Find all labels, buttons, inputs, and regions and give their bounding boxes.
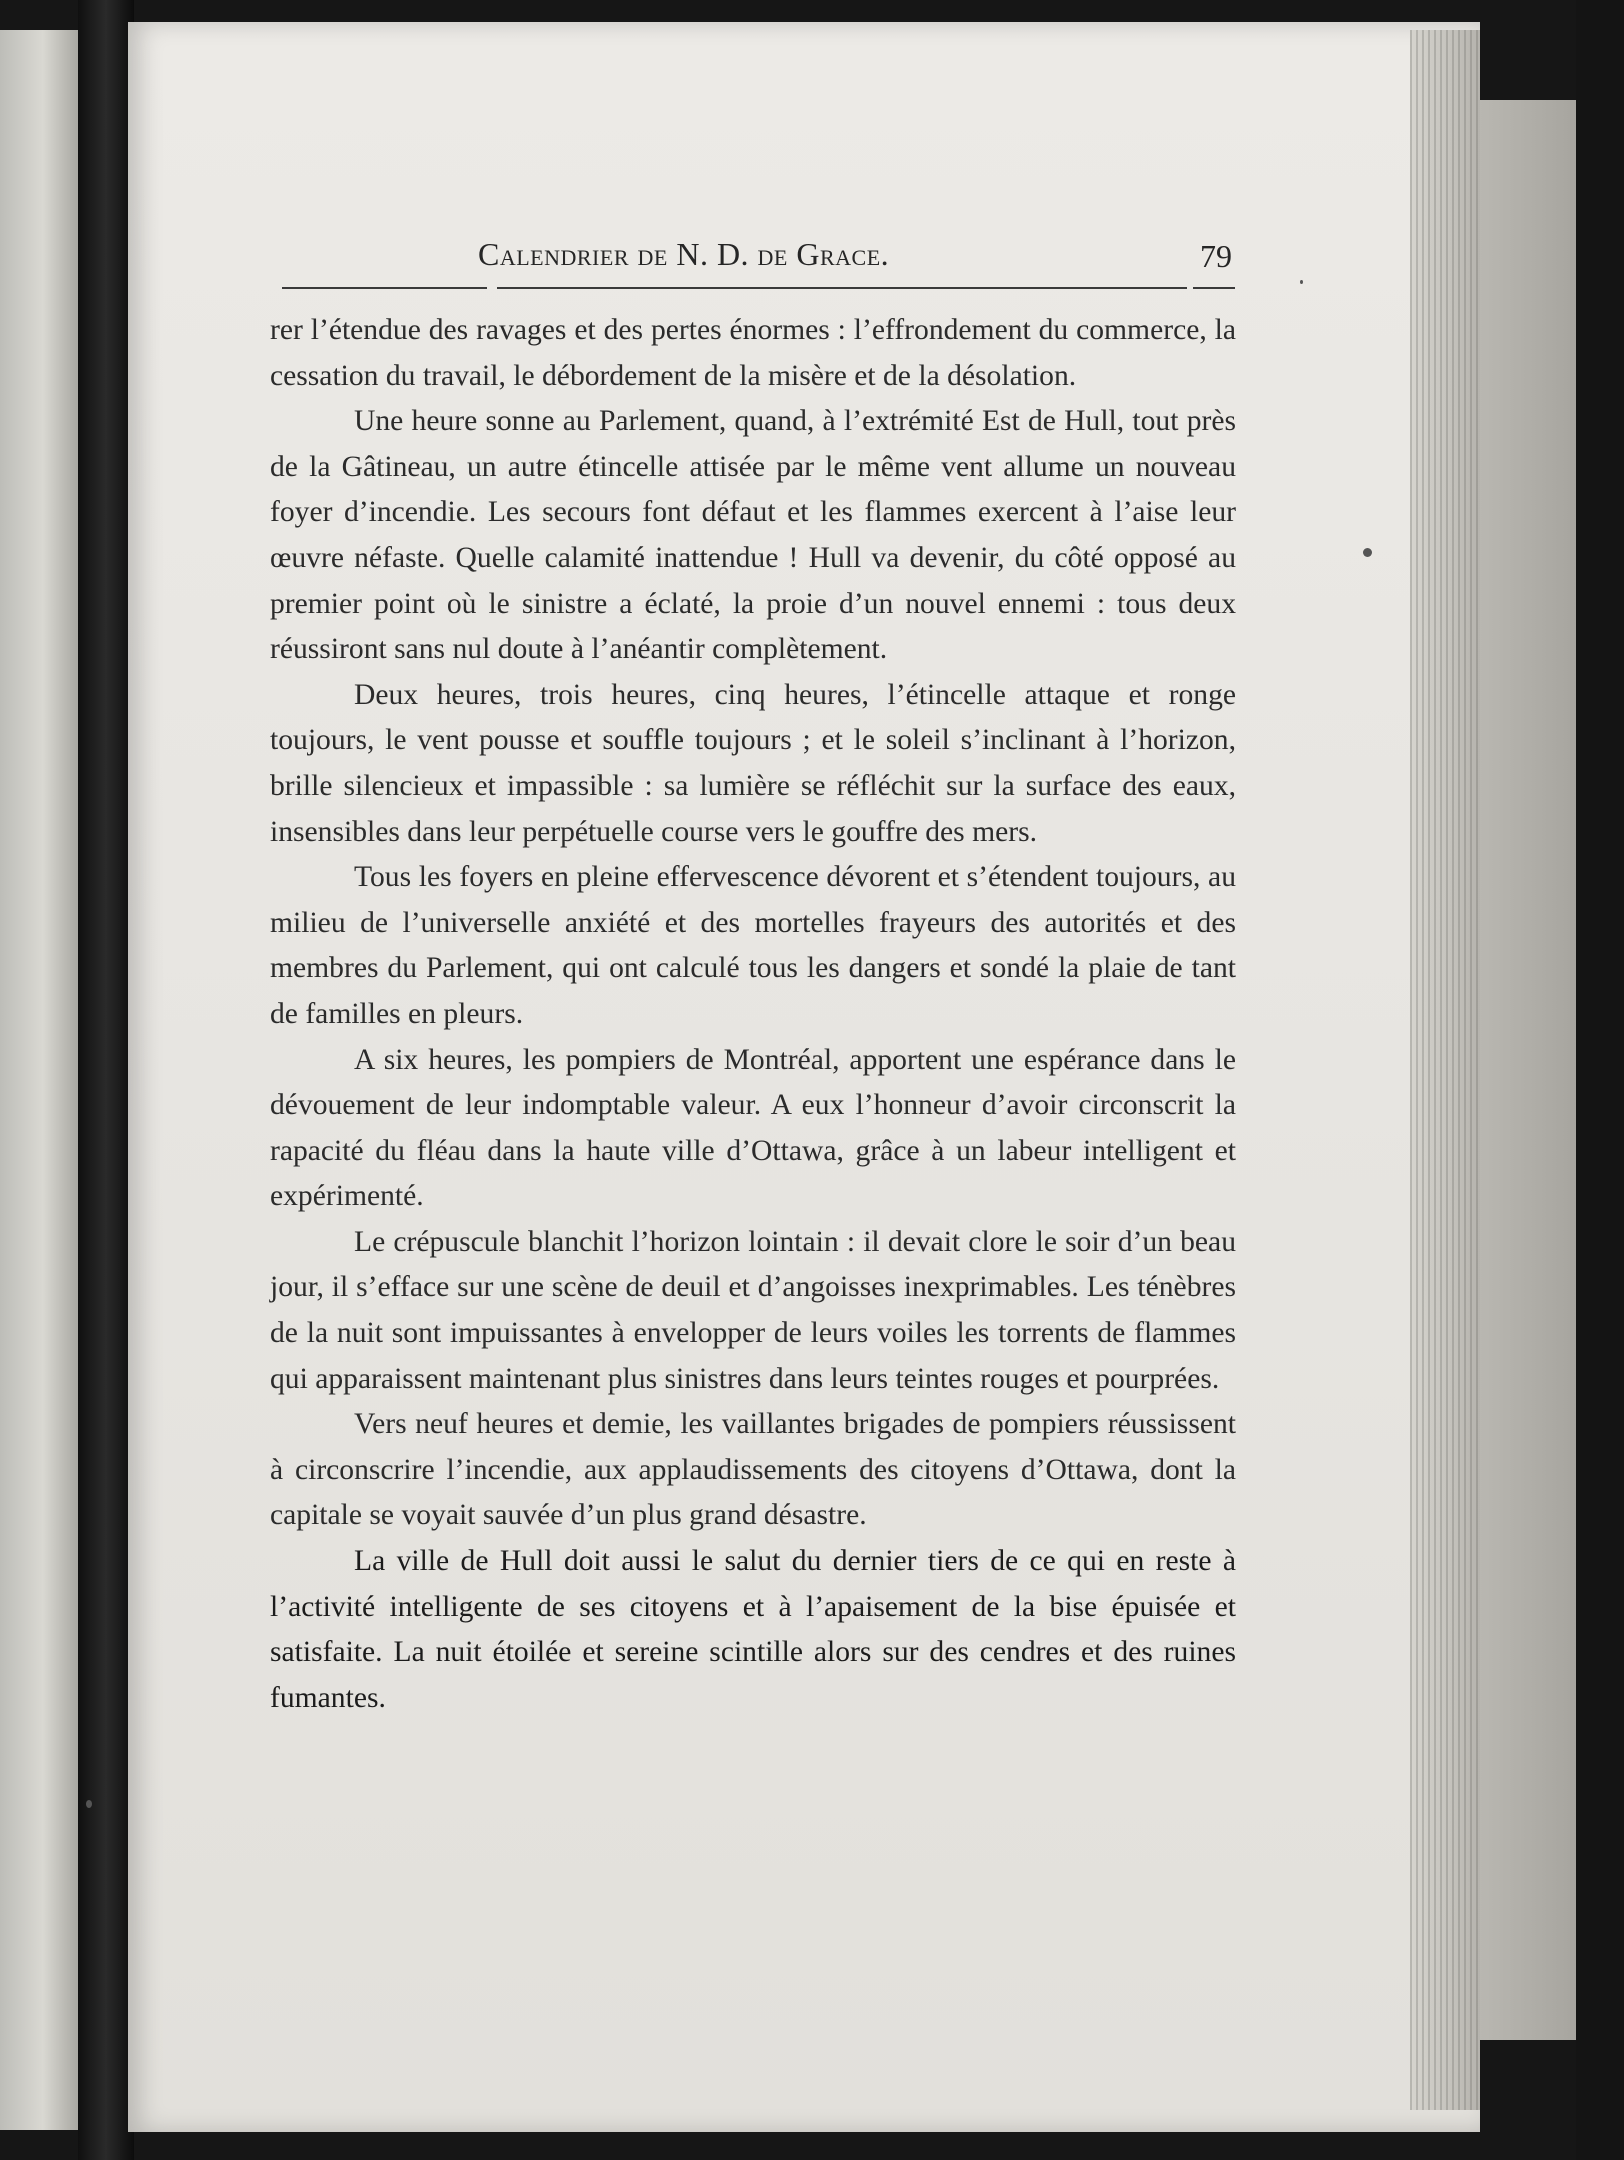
- page-speck: [1300, 280, 1303, 284]
- header-rule: [497, 287, 1187, 289]
- paragraph: La ville de Hull doit aussi le salut du dernier tiers de ce qui en reste à l’activité intelligente de ses citoyens et à l’apaisement de la bise épuisée et satisfaite. La nuit étoilée et sereine scintille alors sur des cendres et des ruines fumantes.: [270, 1545, 1236, 1714]
- paragraph: Vers neuf heures et demie, les vaillantes brigades de pompiers réussissent à circonscrire l’incendie, aux applaudissements des citoyens d’Ottawa, dont la capitale se voyait sauvée d’un plus grand désastre.: [270, 1408, 1236, 1532]
- paragraph: A six heures, les pompiers de Montréal, apportent une espérance dans le dévouement de leur indomptable valeur. A eux l’honneur d’avoir circonscrit la rapacité du fléau dans la haute ville d’Ottawa, grâce à un labeur intelligent et expérimenté.: [270, 1043, 1236, 1213]
- scan-background: [1576, 0, 1624, 2160]
- paragraph: rer l’étendue des ravages et des pertes énormes : l’effrondement du commerce, la cessation du travail, le débordement de la misère et de la désolation.: [270, 314, 1236, 392]
- running-head-word: de: [637, 236, 668, 272]
- header-rule: [1193, 287, 1235, 289]
- header-rule: [282, 287, 487, 289]
- page-speck: [1363, 548, 1372, 557]
- page-number: 79: [1200, 238, 1232, 274]
- running-head: [478, 236, 889, 273]
- running-head-name: Grace.: [796, 236, 890, 272]
- paragraph: Une heure sonne au Parlement, quand, à l’extrémité Est de Hull, tout près de la Gâtineau, un autre étincelle attisée par le même vent allume un nouveau foyer d’incendie. Les secours font défaut et les flammes exercent à l’aise leur œuvre néfaste. Quelle calamité inattendue ! Hull va devenir, du côté opposé au premier point où le sinistre a éclaté, la proie d’un nouvel ennemi : tous deux réussiront sans nul doute à l’anéantir complètement.: [270, 405, 1236, 666]
- page-fore-edge: [1410, 30, 1480, 2110]
- paragraph: Deux heures, trois heures, cinq heures, l’étincelle attaque et ronge toujours, le vent pousse et souffle toujours ; et le soleil s’inclinant à l’horizon, brille silencieux et impassible : sa lumière se réfléchit sur la surface des eaux, insensibles dans leur perpétuelle course vers le gouffre des mers.: [270, 678, 1236, 848]
- running-head-initials: N. D.: [676, 236, 750, 272]
- running-head-title: Calendrier: [478, 236, 629, 272]
- facing-page-edge: [0, 30, 78, 2130]
- paragraph: Tous les foyers en pleine effervescence dévorent et s’étendent toujours, au milieu de l’universelle anxiété et des mortelles frayeurs des autorités et des membres du Parlement, qui ont calculé tous les dangers et sondé la plaie de tant de familles en pleurs.: [270, 861, 1236, 1030]
- book-gutter: [78, 0, 134, 2160]
- following-leaf-edge: [1480, 100, 1576, 2040]
- body-text: [270, 308, 1236, 1721]
- paragraph: Le crépuscule blanchit l’horizon lointain : il devait clore le soir d’un beau jour, il s’efface sur une scène de deuil et d’angoisses inexprimables. Les ténèbres de la nuit sont impuissantes à envelopper de leurs voiles les torrents de flammes qui apparaissent maintenant plus sinistres dans leurs teintes rouges et pourprées.: [270, 1225, 1236, 1395]
- running-head-word: de: [757, 236, 788, 272]
- page-speck: [86, 1800, 92, 1808]
